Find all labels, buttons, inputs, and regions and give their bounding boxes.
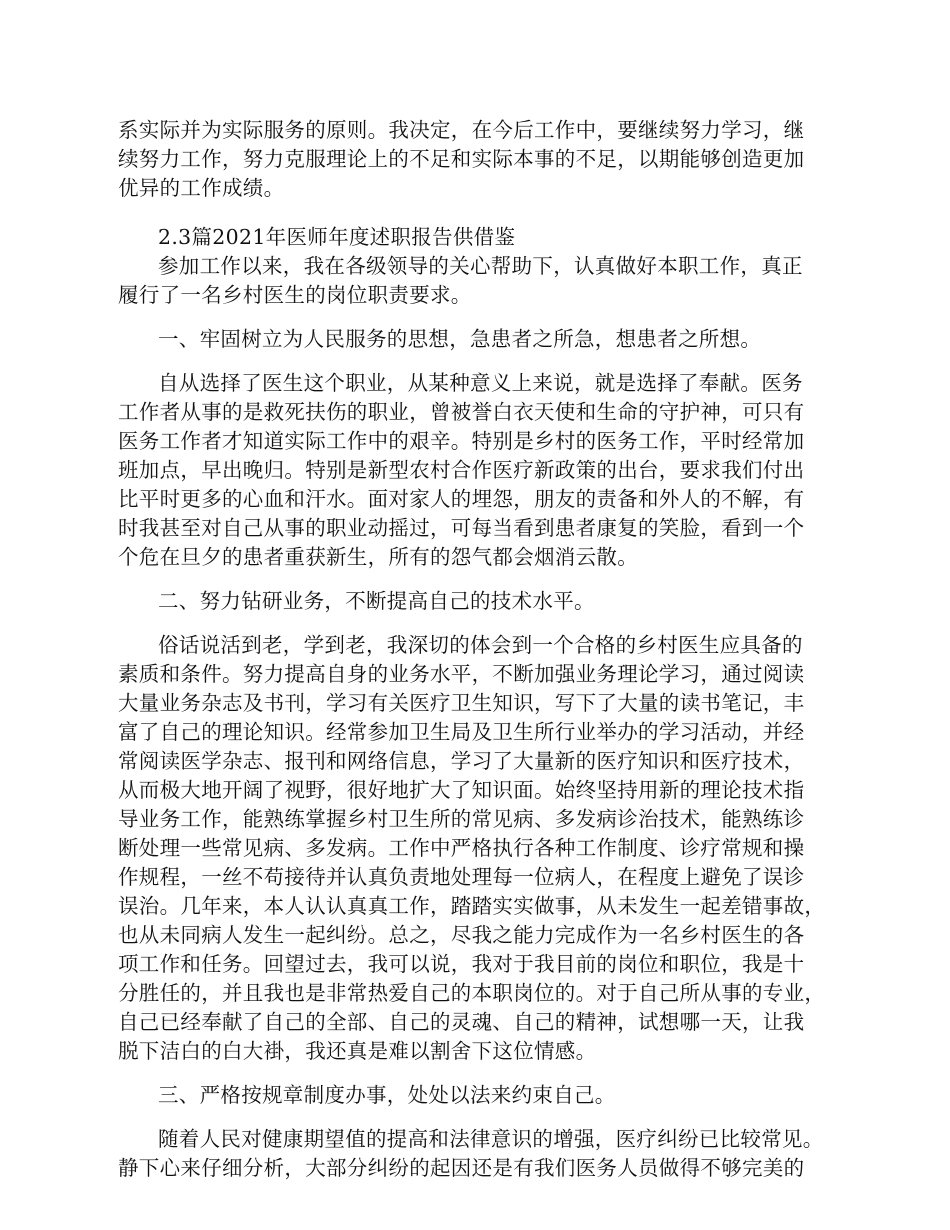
text-line: 比平时更多的心血和汗水。面对家人的埋怨，朋友的责备和外人的不解，有 bbox=[118, 487, 805, 511]
text-line: 履行了一名乡村医生的岗位职责要求。 bbox=[118, 283, 472, 307]
text-line: 续努力工作，努力克服理论上的不足和实际本事的不足，以期能够创造更加 bbox=[118, 147, 805, 171]
text-line: 优异的工作成绩。 bbox=[118, 176, 285, 200]
text-line: 常阅读医学杂志、报刊和网络信息，学习了大量新的医疗知识和医疗技术， bbox=[118, 749, 805, 773]
text-line: 时我甚至对自己从事的职业动摇过，可每当看到患者康复的笑脸，看到一个 bbox=[118, 516, 805, 540]
text-line: 系实际并为实际服务的原则。我决定，在今后工作中，要继续努力学习，继 bbox=[118, 118, 805, 142]
text-line: 断处理一些常见病、多发病。工作中严格执行各种工作制度、诊疗常规和操 bbox=[118, 836, 805, 860]
text-line: 误治。几年来，本人认认真真工作，踏踏实实做事，从未发生一起差错事故， bbox=[118, 894, 826, 918]
section-heading: 三、严格按规章制度办事，处处以法来约束自己。 bbox=[158, 1083, 616, 1107]
text-line: 班加点，早出晚归。特别是新型农村合作医疗新政策的出台，要求我们付出 bbox=[118, 458, 805, 482]
text-line: 医务工作者才知道实际工作中的艰辛。特别是乡村的医务工作，平时经常加 bbox=[118, 429, 805, 453]
text-line: 富了自己的理论知识。经常参加卫生局及卫生所行业举办的学习活动，并经 bbox=[118, 720, 805, 744]
text-line: 项工作和任务。回望过去，我可以说，我对于我目前的岗位和职位，我是十 bbox=[118, 952, 805, 976]
text-line: 也从未同病人发生一起纠纷。总之，尽我之能力完成作为一名乡村医生的各 bbox=[118, 923, 805, 947]
text-line: 大量业务杂志及书刊，学习有关医疗卫生知识，写下了大量的读书笔记，丰 bbox=[118, 691, 805, 715]
text-line: 工作者从事的是救死扶伤的职业，曾被誉白衣天使和生命的守护神，可只有 bbox=[118, 400, 805, 424]
text-line: 素质和条件。努力提高自身的业务水平，不断加强业务理论学习，通过阅读 bbox=[118, 662, 805, 686]
text-line: 自从选择了医生这个职业，从某种意义上来说，就是选择了奉献。医务 bbox=[158, 371, 803, 395]
text-line: 脱下洁白的白大褂，我还真是难以割舍下这位情感。 bbox=[118, 1039, 597, 1063]
text-line: 分胜任的，并且我也是非常热爱自己的本职岗位的。对于自己所从事的专业， bbox=[118, 981, 826, 1005]
text-line: 静下心来仔细分析，大部分纠纷的起因还是有我们医务人员做得不够完美的 bbox=[118, 1156, 805, 1180]
text-line: 导业务工作，能熟练掌握乡村卫生所的常见病、多发病诊治技术，能熟练诊 bbox=[118, 807, 805, 831]
text-line: 从而极大地开阔了视野，很好地扩大了知识面。始终坚持用新的理论技术指 bbox=[118, 778, 805, 802]
text-line: 自己已经奉献了自己的全部、自己的灵魂、自己的精神，试想哪一天，让我 bbox=[118, 1010, 805, 1034]
section-heading: 一、牢固树立为人民服务的思想，急患者之所急，想患者之所想。 bbox=[158, 327, 762, 351]
text-line: 俗话说活到老，学到老，我深切的体会到一个合格的乡村医生应具备的 bbox=[158, 633, 803, 657]
text-line: 参加工作以来，我在各级领导的关心帮助下，认真做好本职工作，真正 bbox=[158, 254, 803, 278]
text-line: 随着人民对健康期望值的提高和法律意识的增强，医疗纠纷已比较常见。 bbox=[158, 1127, 824, 1151]
section-heading: 2.3篇2021年医师年度述职报告供借鉴 bbox=[158, 225, 516, 249]
section-heading: 二、努力钻研业务，不断提高自己的技术水平。 bbox=[158, 589, 595, 613]
text-line: 个危在旦夕的患者重获新生，所有的怨气都会烟消云散。 bbox=[118, 545, 638, 569]
text-line: 作规程，一丝不苟接待并认真负责地处理每一位病人，在程度上避免了误诊 bbox=[118, 865, 805, 889]
